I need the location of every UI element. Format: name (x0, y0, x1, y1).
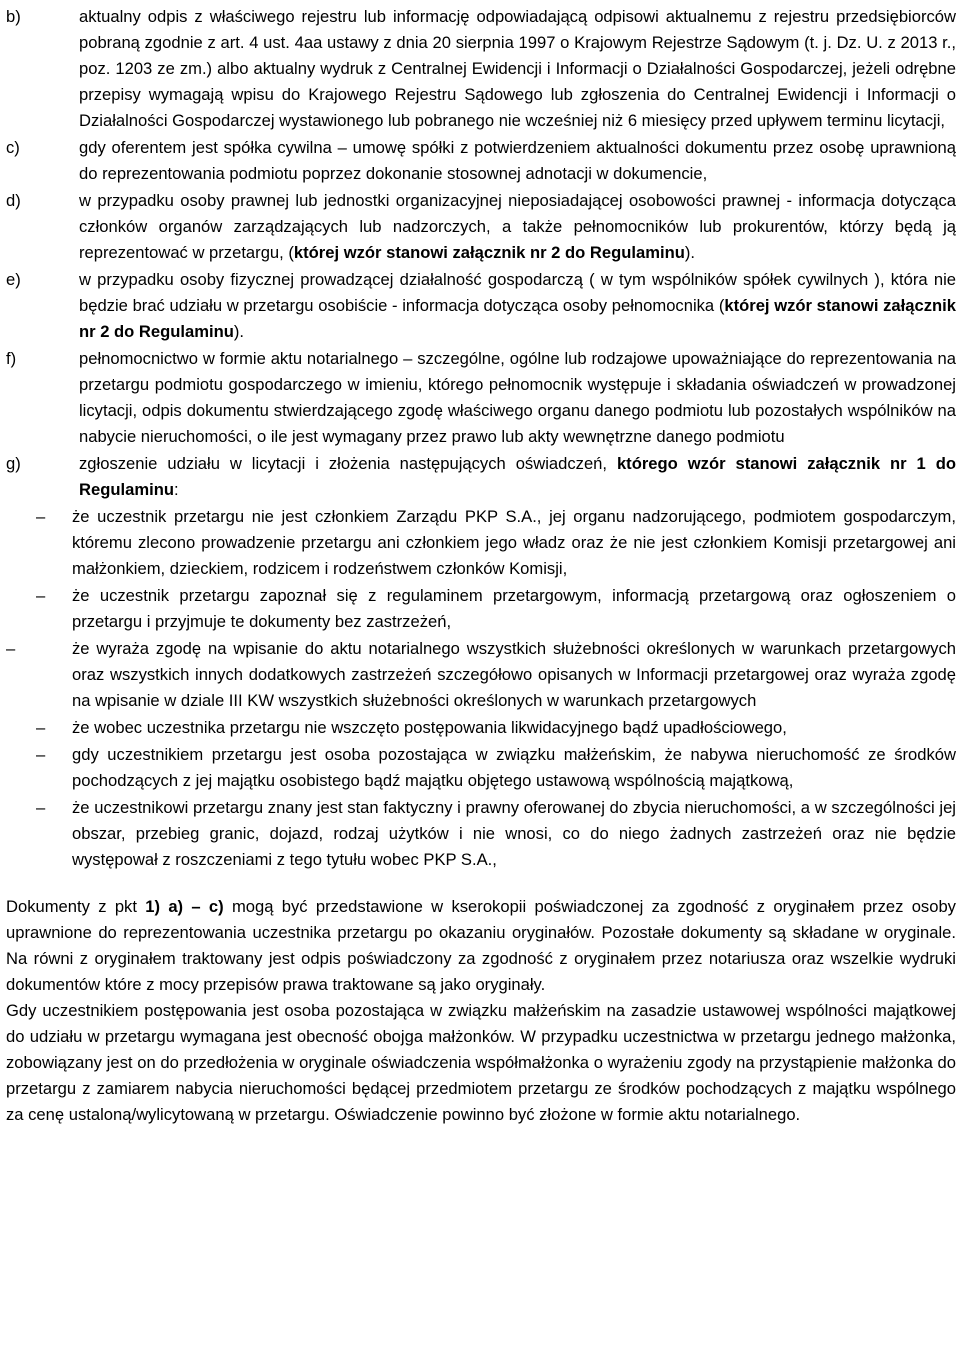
list-item-e (6, 267, 956, 345)
dash-text: że uczestnik przetargu zapoznał się z regulaminem przetargowym, informacją przetargową oraz ogłoszeniem o przetargu i przyjmuje te dokumenty bez zastrzeżeń, (72, 586, 956, 631)
dash-item-4 (6, 715, 956, 741)
paragraph-documents: Dokumenty z pkt 1) a) – c) mogą być przedstawione w kserokopii poświadczonej za zgodność z oryginałem przez osoby uprawnione do reprezentowania uczestnika przetargu po okazaniu oryginałów. Pozostałe dokumenty są składane w oryginale. Na równi z oryginałem traktowany jest odpis poświadczony za zgodność z oryginałem przez notariusza oraz wszelkie wydruki dokumentów które z mocy przepisów prawa traktowane są jako oryginały. (6, 897, 956, 994)
item-text: w przypadku osoby prawnej lub jednostki organizacyjnej nieposiadającej osobowości prawnej - informacja dotycząca członków organów zarządzających lub nadzorczych, a także pełnomocników lub prokurentów, którzy będą ją reprezentować w przetargu, (której wzór stanowi załącznik nr 2 do Regulaminu). (79, 191, 956, 262)
dash-text: gdy uczestnikiem przetargu jest osoba pozostająca w związku małżeńskim, że nabywa nieruchomość ze środków pochodzących z jej majątku osobistego bądź majątku objętego ustawową wspólnością majątkową, (72, 745, 956, 790)
item-marker: f) (6, 349, 17, 368)
dash-item-1 (6, 504, 956, 582)
item-marker: c) (6, 138, 20, 157)
list-item-c (6, 135, 956, 187)
list-item-f (6, 346, 956, 450)
paragraph-spouses: Gdy uczestnikiem postępowania jest osoba pozostająca w związku małżeńskim na zasadzie ustawowej wspólności majątkowej do udziału w przetargu wymagana jest obecność obojga małżonków. W przypadku uczestnictwa w przetargu jednego małżonka, zobowiązany jest on do przedłożenia w oryginale oświadczenia współmałżonka o wyrażeniu zgody na przystąpienie małżonka do przetargu z zamiarem nabycia nieruchomości będącej przedmiotem przetargu ze środków pochodzących z majątku wspólnego za cenę ustaloną/wylicytowaną w przetargu. Oświadczenie powinno być złożone w formie aktu notarialnego. (6, 1001, 956, 1124)
item-text: pełnomocnictwo w formie aktu notarialnego – szczególne, ogólne lub rodzajowe upoważniające do reprezentowania na przetargu podmiotu gospodarczego w imieniu, którego pełnomocnik występuje i składania oświadczeń w prowadzonej licytacji, odpis dokumentu stwierdzającego zgodę właściwego organu danego podmiotu lub pozostałych wspólników na nabycie nieruchomości, o ile jest wymagany przez prawo lub akty wewnętrzne danego podmiotu (79, 349, 956, 446)
list-item-d (6, 188, 956, 266)
item-text: gdy oferentem jest spółka cywilna – umowę spółki z potwierdzeniem aktualności dokumentu przez osobę uprawnioną do reprezentowania podmiotu poprzez dokonanie stosownej adnotacji w dokumencie, (79, 138, 956, 183)
list-item-b (6, 4, 956, 134)
dash-marker: – (36, 586, 46, 605)
item-marker: b) (6, 7, 21, 26)
dash-marker: – (36, 745, 46, 764)
dash-item-2 (6, 583, 956, 635)
dash-text: że uczestnikowi przetargu znany jest stan faktyczny i prawny oferowanej do zbycia nieruchomości, a w szczególności jej obszar, przebieg granic, dojazd, rodzaj użytków i nie wnosi, co do niego żadnych zastrzeżeń oraz nie będzie występował z roszczeniami z tego tytułu wobec PKP S.A., (72, 798, 956, 869)
dash-text: że uczestnik przetargu nie jest członkiem Zarządu PKP S.A., jej organu nadzorującego, podmiotem gospodarczym, któremu zlecono prowadzenie przetargu ani członkiem jego władz oraz że nie jest członkiem Komisji przetargowej ani małżonkiem, dzieckiem, rodzicem i rodzeństwem członków Komisji, (72, 507, 956, 578)
dash-marker: – (36, 798, 46, 817)
item-marker: d) (6, 191, 21, 210)
dash-item-3 (6, 636, 956, 714)
dash-marker: – (36, 507, 46, 526)
dash-marker: – (6, 639, 16, 658)
item-marker: e) (6, 270, 21, 289)
item-marker: g) (6, 454, 21, 473)
item-text: aktualny odpis z właściwego rejestru lub informację odpowiadającą odpisowi aktualnemu z rejestru przedsiębiorców pobraną zgodnie z art. 4 ust. 4aa ustawy z dnia 20 sierpnia 1997 o Krajowym Rejestrze Sądowym (t. j. Dz. U. z 2013 r., poz. 1203 ze zm.) albo aktualny wydruk z Centralnej Ewidencji i Informacji o Działalności Gospodarczej, jeżeli odrębne przepisy wymagają wpisu do Krajowego Rejestru Sądowego lub zgłoszenia do Centralnej Ewidencji i Informacji o Działalności Gospodarczej wystawionego lub pobranego nie wcześniej niż 6 miesięcy przed upływem terminu licytacji, (79, 7, 956, 130)
dash-item-6 (6, 795, 956, 873)
list-item-g (6, 451, 956, 503)
dash-item-5 (6, 742, 956, 794)
item-text: w przypadku osoby fizycznej prowadzącej działalność gospodarczą ( w tym wspólników spółek cywilnych ), która nie będzie brać udziału w przetargu osobiście - informacja dotycząca osoby pełnomocnika (której wzór stanowi załącznik nr 2 do Regulaminu). (79, 270, 956, 341)
dash-text: że wobec uczestnika przetargu nie wszczęto postępowania likwidacyjnego bądź upadłościowego, (72, 718, 787, 737)
item-text: zgłoszenie udziału w licytacji i złożenia następujących oświadczeń, którego wzór stanowi załącznik nr 1 do Regulaminu: (79, 454, 956, 499)
dash-text: że wyraża zgodę na wpisanie do aktu notarialnego wszystkich służebności określonych w warunkach przetargowych oraz wszystkich innych dodatkowych zastrzeżeń szczegółowo opisanych w Informacji przetargowej oraz wyraża zgodę na wpisanie w dziale III KW wszystkich służebności określonych w warunkach przetargowych (72, 639, 956, 710)
dash-marker: – (36, 718, 46, 737)
section-gap (6, 874, 956, 894)
